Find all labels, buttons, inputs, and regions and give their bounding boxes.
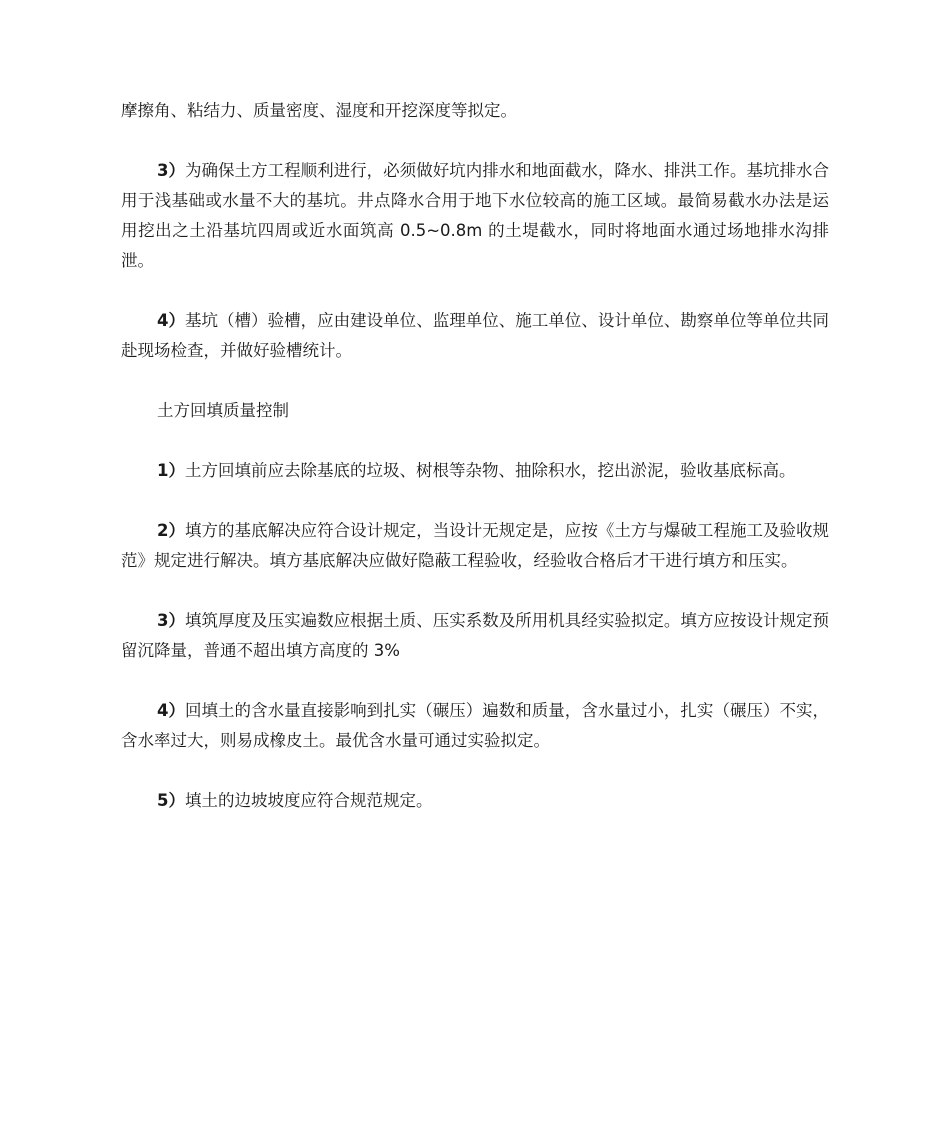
document-body: [121, 96, 829, 816]
paragraph-item-2-base-treatment: [121, 516, 829, 576]
section-heading-text: 土方回填质量控制: [157, 401, 289, 420]
paragraph-text: 填筑厚度及压实遍数应根据土质、压实系数及所用机具经实验拟定。填方应按设计规定预留沉降量，普通不超出填方高度的 3%: [121, 611, 830, 660]
paragraph-number: 1）: [157, 461, 185, 480]
paragraph-number: 3）: [157, 611, 186, 630]
paragraph-text: 回填土的含水量直接影响到扎实（碾压）遍数和质量，含水量过小，扎实（碾压）不实，含水率过大，则易成橡皮土。最优含水量可通过实验拟定。: [121, 701, 830, 750]
paragraph-text: 基坑（槽）验槽，应由建设单位、监理单位、施工单位、设计单位、勘察单位等单位共同赴现场检查，并做好验槽统计。: [121, 311, 830, 360]
paragraph-number: 4）: [157, 701, 186, 720]
paragraph-text: 填方的基底解决应符合设计规定，当设计无规定是，应按《土方与爆破工程施工及验收规范》规定进行解决。填方基底解决应做好隐蔽工程验收，经验收合格后才干进行填方和压实。: [121, 521, 830, 570]
paragraph-number: 3）: [157, 161, 186, 180]
paragraph-text: 填土的边坡坡度应符合规范规定。: [184, 791, 433, 810]
paragraph-item-3-compaction: [121, 606, 829, 666]
paragraph-item-3-drainage: [121, 156, 829, 276]
paragraph-text: 摩擦角、粘结力、质量密度、湿度和开挖深度等拟定。: [121, 101, 517, 120]
paragraph-continuation: [121, 96, 829, 126]
paragraph-text: 土方回填前应去除基底的垃圾、树根等杂物、抽除积水，挖出淤泥，验收基底标高。: [184, 461, 796, 480]
paragraph-text: 为确保土方工程顺利进行，必须做好坑内排水和地面截水，降水、排洪工作。基坑排水合用于浅基础或水量不大的基坑。井点降水合用于地下水位较高的施工区域。最简易截水办法是运用挖出之土沿基坑四周或近水面筑高 0.5~0.8m 的土堤截水，同时将地面水通过场地排水沟排泄。: [121, 161, 830, 270]
paragraph-number: 5）: [157, 791, 185, 810]
section-heading: [121, 396, 829, 426]
paragraph-item-4-inspection: [121, 306, 829, 366]
paragraph-item-4-moisture: [121, 696, 829, 756]
paragraph-item-5-slope: [121, 786, 829, 816]
paragraph-item-1-cleanup: [121, 456, 829, 486]
paragraph-number: 2）: [157, 521, 186, 540]
paragraph-number: 4）: [157, 311, 186, 330]
